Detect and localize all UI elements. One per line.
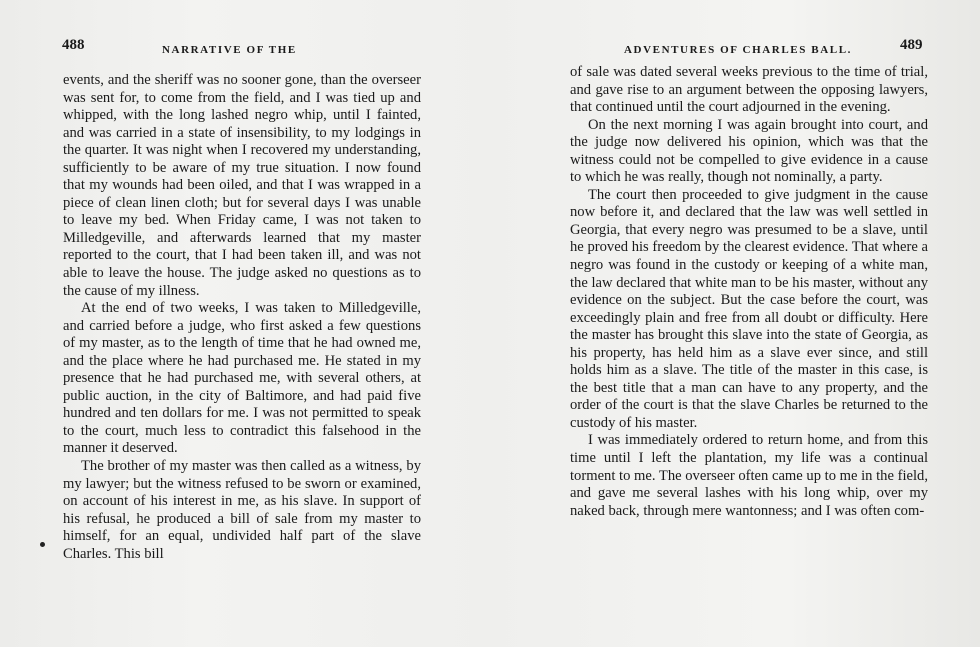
paragraph: of sale was dated several weeks previous to the time of trial, and gave rise to an argument between the opposing lawyers, that continued until the court adjourned in the evening.	[570, 64, 928, 116]
running-head: ADVENTURES OF CHARLES BALL.	[624, 44, 852, 56]
paragraph: events, and the sheriff was no sooner gone, than the overseer was sent for, to come from the field, and I was tied up and whipped, with the long lashed negro whip, until I fainted, and was carried in a state of insensibility, to my lodgings in the quarter. It was night when I recovered my understanding, sufficiently to be aware of my true situation. I now found that my wounds had been oiled, and that I was wrapped in a piece of clean linen cloth; but for several days I was unable to leave my bed. When Friday came, I was not taken to Milledgeville, and afterwards learned that my master reported to the court, that I had been taken ill, and was not able to leave the house. The judge asked no questions as to the cause of my illness.	[63, 72, 421, 299]
page-number: 489	[900, 37, 923, 53]
paragraph: I was immediately ordered to return home, and from this time until I left the plantation, my life was a continual torment to me. The overseer often came up to me in the field, and gave me several lashes with his long whip, over my naked back, through mere wantonness; and I was often com-	[570, 432, 928, 519]
paragraph: The brother of my master was then called as a witness, by my lawyer; but the witness refused to be sworn or examined, on account of his interest in me, as his slave. In support of his refusal, he produced a bill of sale from my master to himself, for an equal, undivided half part of the slave Charles. This bill	[63, 458, 421, 562]
paragraph: At the end of two weeks, I was taken to Milledgeville, and carried before a judge, who first asked a few questions of my master, as to the length of time that he had owned me, and the place where he had purchased me. He stated in my presence that he had purchased me, with several others, at public auction, in the city of Baltimore, and had paid five hundred and ten dollars for me. I was not permitted to speak to the court, much less to contradict this falsehood in the manner it deserved.	[63, 300, 421, 457]
margin-speck	[40, 542, 45, 547]
right-page	[490, 0, 980, 647]
running-head: NARRATIVE OF THE	[162, 44, 297, 56]
page-number: 488	[62, 37, 85, 53]
page-body	[570, 64, 928, 520]
paragraph: On the next morning I was again brought into court, and the judge now delivered his opinion, which was that the witness could not be compelled to give evidence in a cause to which he was really, though not nominally, a party.	[570, 116, 928, 186]
page-body	[63, 72, 421, 563]
paragraph: The court then proceeded to give judgment in the cause now before it, and declared that the law was well settled in Georgia, that every negro was presumed to be a slave, until he proved his freedom by the clearest evidence. That where a negro was found in the custody or keeping of a white man, the law declared that white man to be his master, without any evidence on the subject. But the case before the court, was exceedingly plain and free from all doubt or difficulty. Here the master has brought this slave into the state of Georgia, as his property, has held him as a slave ever since, and still holds him as a slave. The title of the master in this case, is the best title that a man can have to any property, and the order of the court is that the slave Charles be returned to the custody of his master.	[570, 186, 928, 431]
